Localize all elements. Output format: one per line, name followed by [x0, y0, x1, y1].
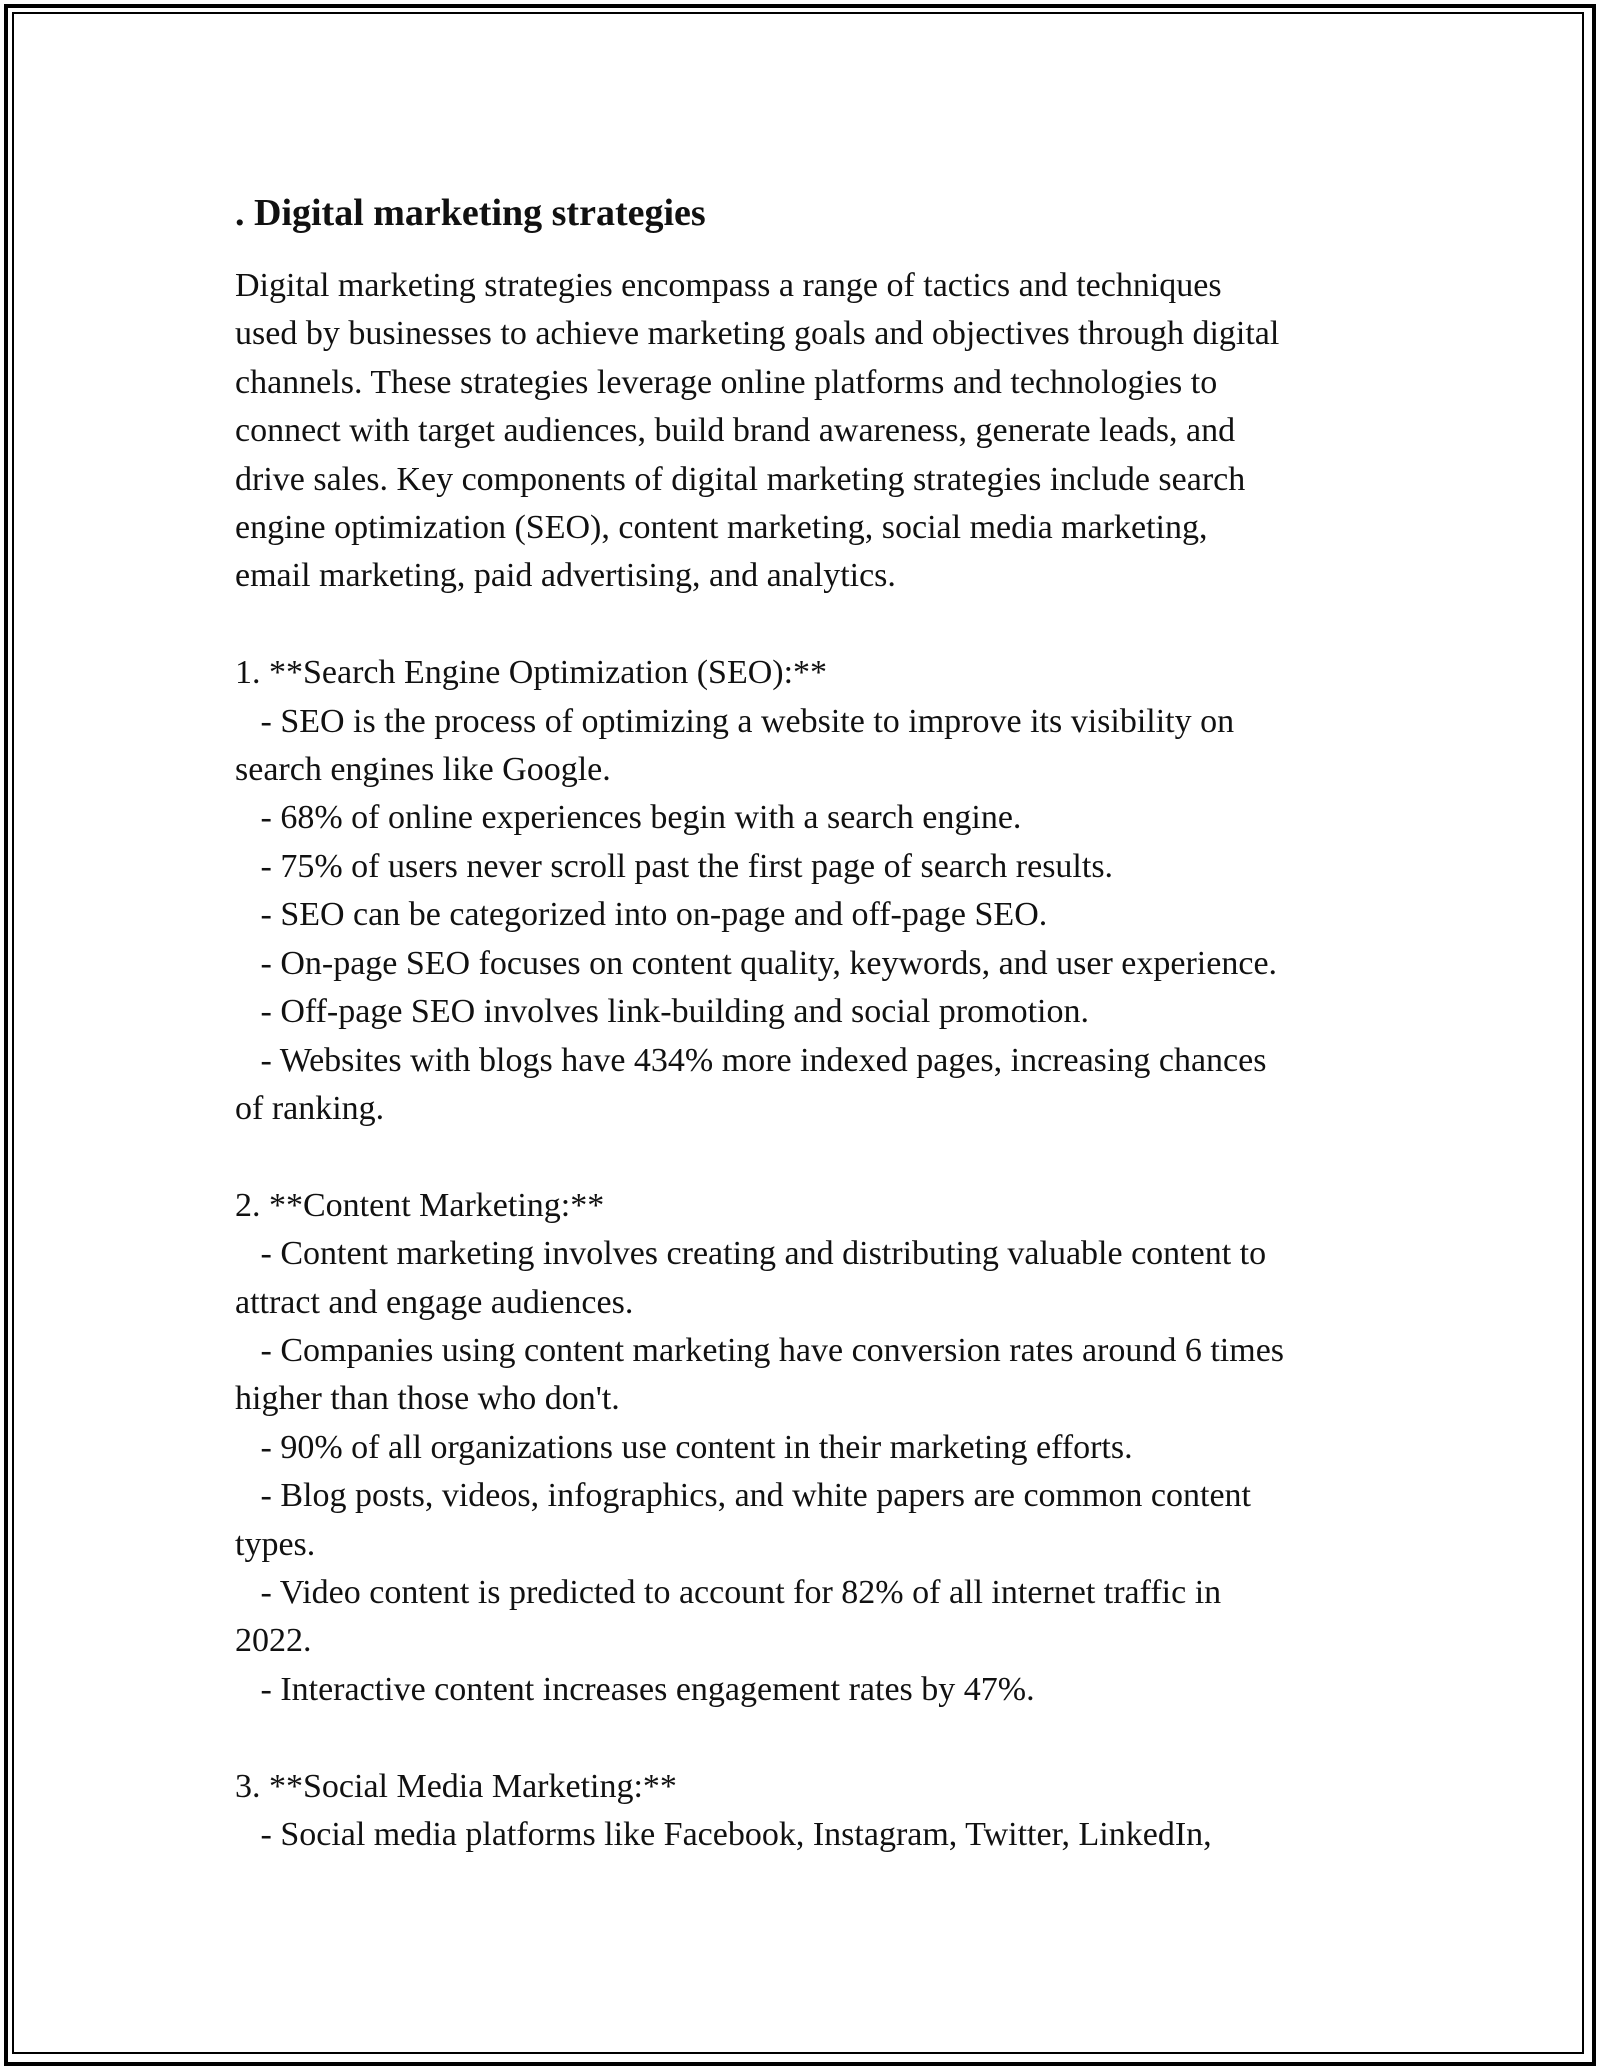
document-content — [235, 188, 1375, 1859]
section-heading: . Digital marketing strategies — [235, 192, 706, 234]
section-body-text: Digital marketing strategies encompass a range of tactics and techniques used by businesses to achieve marketing goals and objectives through digital channels. These strategies leverage online platforms and technologies to connect with target audiences, build brand awareness, generate leads, and drive sales. Key components of digital marketing strategies include search engine optimization (SEO), content marketing, social media marketing, email marketing, paid advertising, and analytics. 1. **Search Engine Optimization (SEO):** - SEO is the process of optimizing a website to improve its visibility on search engines like Google. - 68% of online experiences begin with a search engine. - 75% of users never scroll past the first page of search results. - SEO can be categorized into on-page and off-page SEO. - On-page SEO focuses on content quality, keywords, and user experience. - Off-page SEO involves link-building and social promotion. - Websites with blogs have 434% more indexed pages, increasing chances of ranking. 2. **Content Marketing:** - Content marketing involves creating and distributing valuable content to attract and engage audiences. - Companies using content marketing have conversion rates around 6 times higher than those who don't. - 90% of all organizations use content in their marketing efforts. - Blog posts, videos, infographics, and white papers are common content types. - Video content is predicted to account for 82% of all internet traffic in 2022. - Interactive content increases engagement rates by 47%. 3. **Social Media Marketing:** - Social media platforms like Facebook, Instagram, Twitter, LinkedIn, — [235, 267, 1285, 1853]
